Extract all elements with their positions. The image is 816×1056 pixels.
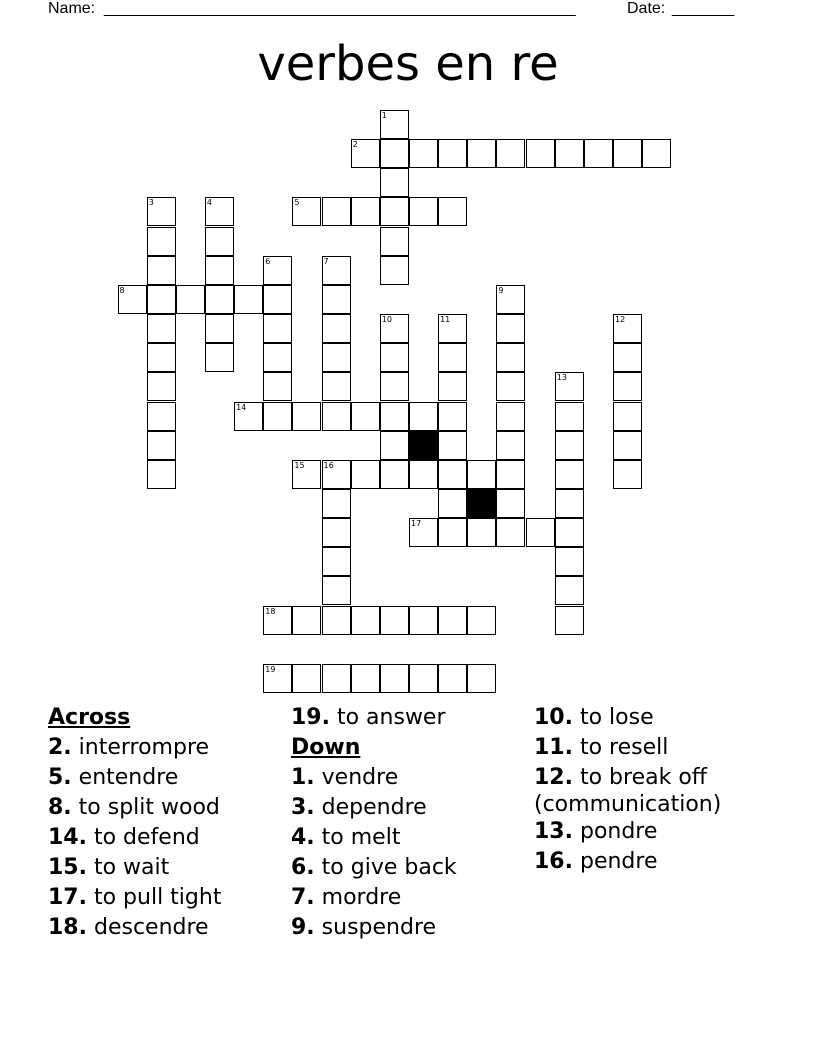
crossword-cell[interactable] bbox=[380, 256, 409, 285]
clue-number-label: 3 bbox=[148, 198, 154, 208]
crossword-cell[interactable] bbox=[555, 489, 584, 518]
crossword-cell[interactable] bbox=[147, 460, 176, 489]
down-clue bbox=[291, 823, 457, 853]
crossword-cell[interactable] bbox=[555, 576, 584, 605]
clue-column-2 bbox=[291, 703, 457, 943]
clue-column-1 bbox=[48, 703, 221, 943]
clue-number: 13. bbox=[534, 819, 573, 844]
clue-text: to answer bbox=[329, 705, 446, 730]
clue-number: 15. bbox=[48, 855, 87, 880]
across-clue bbox=[48, 823, 221, 853]
clue-number: 6. bbox=[291, 855, 315, 880]
crossword-cell[interactable] bbox=[351, 402, 380, 431]
clue-number-label: 15 bbox=[294, 460, 305, 470]
date-blank-line: _______ bbox=[672, 0, 735, 17]
clue-text: suspendre bbox=[314, 915, 437, 940]
crossword-cell[interactable] bbox=[292, 664, 321, 693]
crossword-cell[interactable] bbox=[438, 372, 467, 401]
down-clue bbox=[291, 853, 457, 883]
crossword-cell[interactable] bbox=[263, 285, 292, 314]
clue-number-label: 8 bbox=[119, 285, 125, 295]
down-clue bbox=[534, 817, 721, 847]
clue-number: 5. bbox=[48, 765, 72, 790]
crossword-cell[interactable] bbox=[438, 139, 467, 168]
crossword-cell[interactable] bbox=[613, 314, 642, 343]
crossword-cell[interactable] bbox=[263, 343, 292, 372]
crossword-cell[interactable] bbox=[467, 664, 496, 693]
crossword-cell[interactable] bbox=[526, 139, 555, 168]
crossword-cell[interactable] bbox=[613, 402, 642, 431]
down-clue bbox=[291, 763, 457, 793]
crossword-cell[interactable] bbox=[205, 343, 234, 372]
crossword-cell[interactable] bbox=[380, 431, 409, 460]
clue-number: 9. bbox=[291, 915, 315, 940]
crossword-cell[interactable] bbox=[234, 285, 263, 314]
crossword-cell[interactable] bbox=[613, 431, 642, 460]
clue-text: vendre bbox=[314, 765, 399, 790]
crossword-cell[interactable] bbox=[234, 402, 263, 431]
crossword-cell[interactable] bbox=[526, 518, 555, 547]
clue-text: to break off bbox=[572, 765, 707, 790]
crossword-cell[interactable] bbox=[555, 431, 584, 460]
clue-number-label: 11 bbox=[440, 315, 451, 324]
clue-number: 2. bbox=[48, 735, 72, 760]
puzzle-title: verbes en re bbox=[257, 36, 559, 92]
down-clue bbox=[291, 913, 457, 943]
crossword-cell[interactable] bbox=[380, 606, 409, 635]
clue-number: 18. bbox=[48, 915, 87, 940]
clue-text: dependre bbox=[314, 795, 427, 820]
crossword-cell[interactable] bbox=[380, 168, 409, 197]
crossword-cell[interactable] bbox=[642, 139, 671, 168]
crossword-cell[interactable] bbox=[496, 372, 525, 401]
clue-number-label: 4 bbox=[206, 198, 212, 208]
crossword-cell[interactable] bbox=[613, 343, 642, 372]
crossword-cell[interactable] bbox=[205, 227, 234, 256]
crossword-cell[interactable] bbox=[467, 139, 496, 168]
crossword-cell[interactable] bbox=[496, 139, 525, 168]
crossword-cell[interactable] bbox=[380, 110, 409, 139]
clue-text: descendre bbox=[86, 915, 209, 940]
clue-number: 4. bbox=[291, 825, 315, 850]
crossword-block-cell bbox=[467, 489, 496, 518]
crossword-cell[interactable] bbox=[555, 402, 584, 431]
down-clue bbox=[534, 703, 721, 733]
crossword-cell[interactable] bbox=[409, 139, 438, 168]
crossword-cell[interactable] bbox=[496, 343, 525, 372]
crossword-cell[interactable] bbox=[409, 460, 438, 489]
crossword-cell[interactable] bbox=[555, 139, 584, 168]
down-clue bbox=[291, 793, 457, 823]
crossword-cell[interactable] bbox=[438, 343, 467, 372]
crossword-cell[interactable] bbox=[263, 372, 292, 401]
crossword-cell[interactable] bbox=[380, 402, 409, 431]
crossword-cell[interactable] bbox=[380, 460, 409, 489]
crossword-cell[interactable] bbox=[409, 606, 438, 635]
across-clue bbox=[48, 883, 221, 913]
crossword-cell[interactable] bbox=[496, 460, 525, 489]
crossword-cell[interactable] bbox=[147, 256, 176, 285]
clue-text: to wait bbox=[86, 855, 170, 880]
crossword-cell[interactable] bbox=[496, 431, 525, 460]
clue-number-label: 10 bbox=[381, 315, 392, 324]
crossword-cell[interactable] bbox=[322, 285, 351, 314]
crossword-cell[interactable] bbox=[380, 664, 409, 693]
clue-number-label: 13 bbox=[556, 373, 567, 383]
crossword-cell[interactable] bbox=[409, 402, 438, 431]
crossword-cell[interactable] bbox=[322, 664, 351, 693]
crossword-cell[interactable] bbox=[467, 460, 496, 489]
clue-number: 8. bbox=[48, 795, 72, 820]
crossword-cell[interactable] bbox=[613, 460, 642, 489]
crossword-cell[interactable] bbox=[205, 285, 234, 314]
crossword-cell[interactable] bbox=[380, 372, 409, 401]
crossword-cell[interactable] bbox=[292, 606, 321, 635]
crossword-cell[interactable] bbox=[438, 489, 467, 518]
crossword-cell[interactable] bbox=[322, 547, 351, 576]
clue-text: to resell bbox=[572, 735, 669, 760]
clue-text: pendre bbox=[572, 849, 658, 874]
crossword-cell[interactable] bbox=[496, 402, 525, 431]
crossword-cell[interactable] bbox=[555, 372, 584, 401]
name-label: Name: bbox=[48, 0, 96, 17]
crossword-cell[interactable] bbox=[409, 197, 438, 226]
crossword-cell[interactable] bbox=[263, 606, 292, 635]
crossword-cell[interactable] bbox=[263, 314, 292, 343]
crossword-cell[interactable] bbox=[322, 402, 351, 431]
across-heading: Across bbox=[48, 705, 131, 730]
crossword-cell[interactable] bbox=[438, 402, 467, 431]
crossword-cell[interactable] bbox=[438, 664, 467, 693]
crossword-cell[interactable] bbox=[205, 256, 234, 285]
clue-number-label: 17 bbox=[411, 519, 422, 529]
crossword-cell[interactable] bbox=[118, 285, 147, 314]
crossword-cell[interactable] bbox=[613, 372, 642, 401]
crossword-block-cell bbox=[409, 431, 438, 460]
clue-number-label: 12 bbox=[615, 315, 626, 324]
crossword-cell[interactable] bbox=[147, 372, 176, 401]
crossword-cell[interactable] bbox=[322, 256, 351, 285]
clue-text: to melt bbox=[314, 825, 401, 850]
crossword-cell[interactable] bbox=[205, 197, 234, 226]
crossword-cell[interactable] bbox=[176, 285, 205, 314]
crossword-cell[interactable] bbox=[147, 431, 176, 460]
clue-text: mordre bbox=[314, 885, 402, 910]
crossword-cell[interactable] bbox=[496, 314, 525, 343]
crossword-cell[interactable] bbox=[292, 197, 321, 226]
down-clue bbox=[291, 883, 457, 913]
crossword-cell[interactable] bbox=[380, 343, 409, 372]
clue-number: 16. bbox=[534, 849, 573, 874]
clue-text: pondre bbox=[572, 819, 658, 844]
clue-text-continuation: (communication) bbox=[534, 792, 722, 817]
clue-text: interrompre bbox=[71, 735, 210, 760]
crossword-cell[interactable] bbox=[351, 460, 380, 489]
crossword-cell[interactable] bbox=[263, 664, 292, 693]
clue-number-label: 5 bbox=[294, 198, 300, 208]
clue-number: 11. bbox=[534, 735, 573, 760]
crossword-cell[interactable] bbox=[292, 402, 321, 431]
crossword-cell[interactable] bbox=[147, 343, 176, 372]
crossword-cell[interactable] bbox=[322, 343, 351, 372]
crossword-cell[interactable] bbox=[438, 606, 467, 635]
crossword-cell[interactable] bbox=[351, 197, 380, 226]
crossword-cell[interactable] bbox=[380, 139, 409, 168]
down-clue bbox=[534, 847, 721, 877]
crossword-cell[interactable] bbox=[322, 314, 351, 343]
crossword-cell[interactable] bbox=[380, 197, 409, 226]
crossword-cell[interactable] bbox=[438, 314, 467, 343]
down-clue bbox=[534, 763, 721, 817]
down-heading: Down bbox=[291, 735, 361, 760]
clue-text: to defend bbox=[86, 825, 200, 850]
across-clue bbox=[48, 763, 221, 793]
clue-number: 19. bbox=[291, 705, 330, 730]
clue-number-label: 18 bbox=[265, 606, 276, 616]
crossword-cell[interactable] bbox=[147, 285, 176, 314]
clue-number: 3. bbox=[291, 795, 315, 820]
clue-text: to split wood bbox=[71, 795, 220, 820]
name-blank-line: _____________________________________________________ bbox=[104, 0, 576, 17]
clue-number-label: 19 bbox=[265, 664, 276, 674]
date-label: Date: bbox=[627, 0, 666, 17]
across-clue bbox=[48, 913, 221, 943]
crossword-cell[interactable] bbox=[555, 547, 584, 576]
crossword-cell[interactable] bbox=[555, 606, 584, 635]
crossword-cell[interactable] bbox=[322, 197, 351, 226]
crossword-cell[interactable] bbox=[147, 197, 176, 226]
clue-number-label: 2 bbox=[352, 140, 358, 150]
clue-number: 10. bbox=[534, 705, 573, 730]
clue-number: 1. bbox=[291, 765, 315, 790]
crossword-cell[interactable] bbox=[205, 314, 234, 343]
crossword-cell[interactable] bbox=[438, 460, 467, 489]
crossword-cell[interactable] bbox=[322, 489, 351, 518]
crossword-cell[interactable] bbox=[147, 314, 176, 343]
clue-column-3 bbox=[534, 703, 721, 877]
crossword-cell[interactable] bbox=[263, 402, 292, 431]
crossword-cell[interactable] bbox=[351, 606, 380, 635]
clue-number: 7. bbox=[291, 885, 315, 910]
clue-text: to give back bbox=[314, 855, 457, 880]
clue-number-label: 16 bbox=[323, 460, 334, 470]
clue-number: 12. bbox=[534, 765, 573, 790]
crossword-cell[interactable] bbox=[584, 139, 613, 168]
crossword-cell[interactable] bbox=[380, 227, 409, 256]
crossword-cell[interactable] bbox=[409, 664, 438, 693]
crossword-cell[interactable] bbox=[322, 372, 351, 401]
crossword-cell[interactable] bbox=[322, 518, 351, 547]
clue-number: 14. bbox=[48, 825, 87, 850]
down-clue bbox=[534, 733, 721, 763]
clue-text: entendre bbox=[71, 765, 179, 790]
crossword-cell[interactable] bbox=[351, 139, 380, 168]
crossword-cell[interactable] bbox=[555, 460, 584, 489]
crossword-cell[interactable] bbox=[147, 402, 176, 431]
clue-number: 17. bbox=[48, 885, 87, 910]
crossword-cell[interactable] bbox=[467, 606, 496, 635]
clue-number-label: 1 bbox=[381, 111, 387, 120]
across-clue bbox=[48, 733, 221, 763]
crossword-cell[interactable] bbox=[438, 197, 467, 226]
crossword-cell[interactable] bbox=[467, 518, 496, 547]
crossword-cell[interactable] bbox=[263, 256, 292, 285]
crossword-cell[interactable] bbox=[380, 314, 409, 343]
crossword-cell[interactable] bbox=[292, 460, 321, 489]
crossword-cell[interactable] bbox=[409, 518, 438, 547]
across-clue bbox=[48, 793, 221, 823]
crossword-cell[interactable] bbox=[555, 518, 584, 547]
clue-number-label: 7 bbox=[323, 256, 329, 266]
crossword-cell[interactable] bbox=[438, 518, 467, 547]
clue-number-label: 6 bbox=[265, 256, 271, 266]
crossword-cell[interactable] bbox=[613, 139, 642, 168]
crossword-cell[interactable] bbox=[496, 518, 525, 547]
clue-text: to lose bbox=[572, 705, 654, 730]
crossword-cell[interactable] bbox=[322, 460, 351, 489]
clue-text: to pull tight bbox=[86, 885, 222, 910]
crossword-cell[interactable] bbox=[438, 431, 467, 460]
crossword-cell[interactable] bbox=[147, 227, 176, 256]
crossword-cell[interactable] bbox=[322, 576, 351, 605]
across-clue bbox=[48, 853, 221, 883]
crossword-cell[interactable] bbox=[496, 489, 525, 518]
clue-number-label: 9 bbox=[498, 285, 504, 295]
crossword-cell[interactable] bbox=[351, 664, 380, 693]
clue-number-label: 14 bbox=[236, 402, 247, 412]
crossword-cell[interactable] bbox=[322, 606, 351, 635]
across-clue bbox=[291, 703, 457, 733]
crossword-cell[interactable] bbox=[496, 285, 525, 314]
